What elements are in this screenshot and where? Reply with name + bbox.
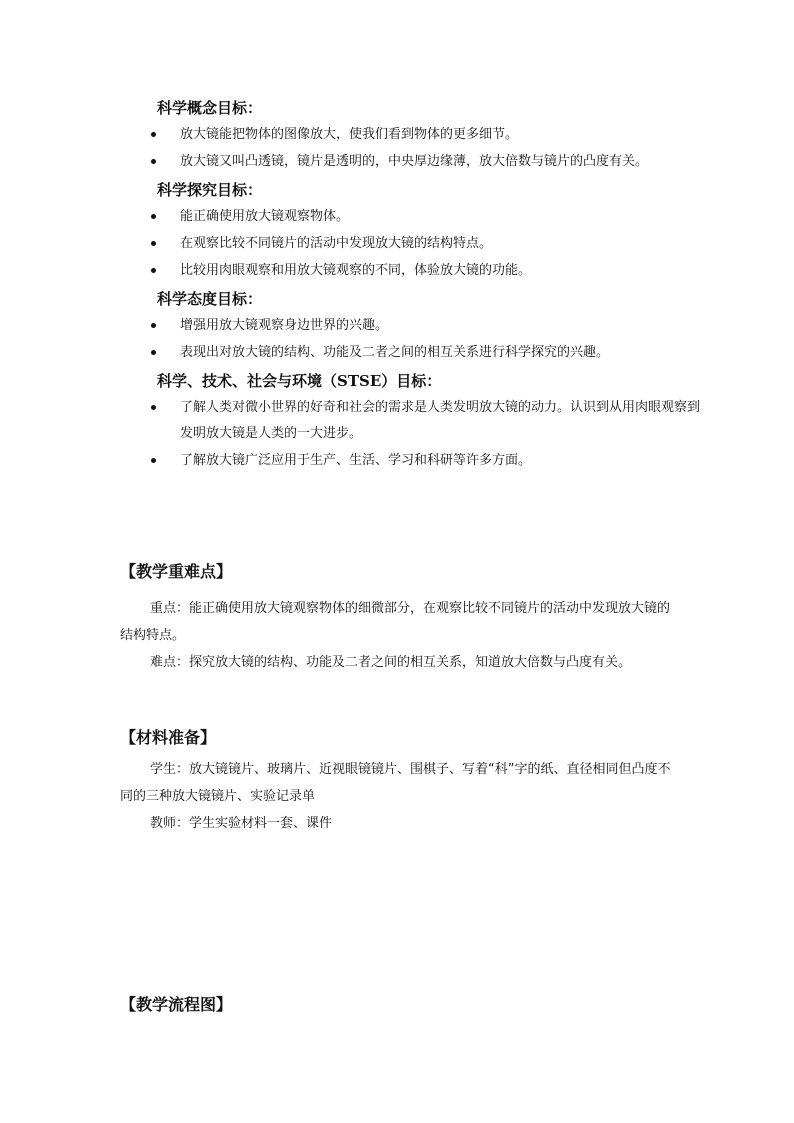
bullet-icon	[151, 241, 156, 246]
flowchart-title: 【教学流程图】	[120, 995, 233, 1014]
objective-item: 在观察比较不同镜片的活动中发现放大镜的结构特点。	[147, 231, 707, 257]
bullet-icon	[151, 214, 156, 219]
objective-list	[147, 204, 707, 284]
objective-list	[147, 122, 707, 175]
key-point-difficulty: 难点：探究放大镜的结构、功能及二者之间的相互关系，知道放大倍数与凸度有关。	[150, 655, 632, 670]
objective-item: 表现出对放大镜的结构、功能及二者之间的相互关系进行科学探究的兴趣。	[147, 340, 707, 366]
objectives-section	[147, 96, 707, 477]
objective-item: 放大镜能把物体的图像放大，使我们看到物体的更多细节。	[147, 122, 707, 148]
objective-heading: 科学态度目标：	[157, 290, 263, 308]
objective-heading: 科学、技术、社会与环境（STSE）目标：	[157, 372, 442, 390]
key-points-title: 【教学重难点】	[120, 562, 233, 581]
key-point-focus: 重点：能正确使用放大镜观察物体的细微部分，在观察比较不同镜片的活动中发现放大镜的结构特点。	[120, 601, 671, 643]
bullet-icon	[151, 159, 156, 164]
objective-group-stse	[147, 369, 707, 474]
objective-group-attitude	[147, 287, 707, 366]
objective-heading: 科学探究目标：	[157, 181, 263, 199]
objective-item: 能正确使用放大镜观察物体。	[147, 204, 707, 230]
materials-title: 【材料准备】	[120, 728, 217, 747]
bullet-icon	[151, 458, 156, 463]
objective-item: 了解放大镜广泛应用于生产、生活、学习和科研等许多方面。	[147, 448, 707, 474]
materials-student: 学生：放大镜镜片、玻璃片、近视眼镜镜片、围棋子、写着“科”字的纸、直径相同但凸度不同的三种放大镜镜片、实验记录单	[120, 762, 671, 804]
bullet-icon	[151, 323, 156, 328]
objective-item: 增强用放大镜观察身边世界的兴趣。	[147, 313, 707, 339]
objective-item: 了解人类对微小世界的好奇和社会的需求是人类发明放大镜的动力。认识到从用肉眼观察到发明放大镜是人类的一大进步。	[147, 395, 707, 447]
bullet-icon	[151, 405, 156, 410]
bullet-icon	[151, 350, 156, 355]
bullet-icon	[151, 268, 156, 273]
materials-teacher: 教师：学生实验材料一套、课件	[150, 816, 333, 831]
objective-list	[147, 313, 707, 366]
objective-item: 比较用肉眼观察和用放大镜观察的不同，体验放大镜的功能。	[147, 258, 707, 284]
objective-group-concept	[147, 96, 707, 175]
objective-item: 放大镜又叫凸透镜，镜片是透明的，中央厚边缘薄，放大倍数与镜片的凸度有关。	[147, 149, 707, 175]
objective-group-inquiry	[147, 178, 707, 284]
objective-heading: 科学概念目标：	[157, 99, 263, 117]
objective-list	[147, 395, 707, 474]
bullet-icon	[151, 132, 156, 137]
